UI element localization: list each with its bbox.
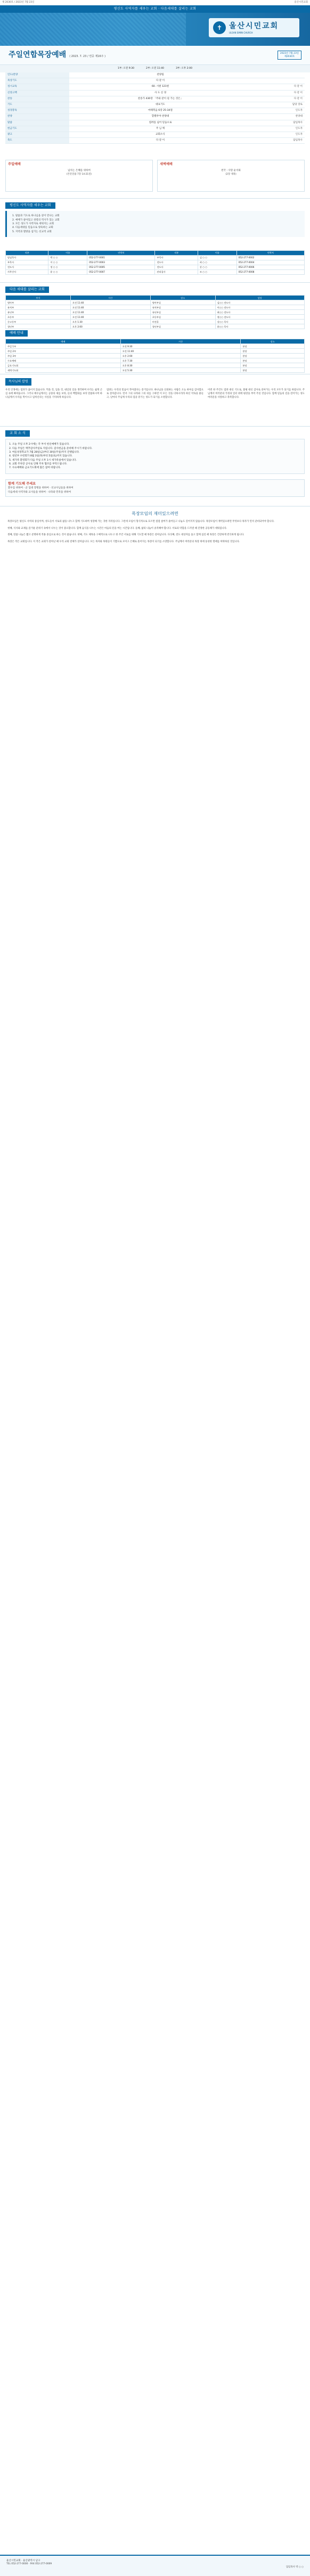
order-of-worship — [0, 72, 310, 144]
essay-paragraph: 첫째, 식사와 교제를 즐거운 분위기 속에서 나누는 것이 중요합니다. 함께 음식을 나누는 시간은 마음의 문을 여는 시간입니다. 둘째, 삶의 나눔이 솔직해야 합니다. 서로의 약함을 드러낼 때 진정한 공동체가 세워집니다. — [7, 527, 227, 530]
order-leader: 인도자 — [251, 108, 305, 114]
prayer-line: 환우를 위하여 · 군 입대 장병을 위하여 · 선교사님들을 위하여 — [8, 487, 74, 490]
news-item: 3. 여름성경학교가 7월 28일(금)부터 30일(주일)까지 진행됩니다. — [9, 451, 80, 454]
staff-cell: 윤 ○ ○ — [48, 270, 87, 275]
worship-cell: 주일 1부 — [6, 344, 121, 349]
nextgen-cell: 오전 11:40 — [70, 310, 150, 315]
footer-pastor: 담임목사 박 ○ ○ — [285, 2566, 304, 2569]
order-content: 60. 시편 121편 — [69, 84, 251, 90]
next-generation-section — [0, 287, 310, 329]
column-text: 이번 한 주간도 염려 대신 기도로, 불평 대신 감사로 살아가는 우리 모두가 되기를 바랍니다. 주님께서 여러분의 가정과 일터 위에 평강을 부어 주실 것입니다. 함께 믿음의 길을 걸어가는 성도 여러분을 사랑하고 축복합니다. — [208, 389, 305, 399]
nextgen-cell: 중고등부 — [6, 320, 71, 324]
news-title: 교 회 소 식 — [5, 430, 30, 437]
nextgen-cell: 윤○○ 목사 — [215, 324, 304, 329]
staff-cell: 052-277-0004 — [236, 260, 304, 265]
staff-cell: 정 ○ ○ — [48, 265, 87, 270]
staff-cell: 담임목사 — [6, 256, 48, 260]
worship-info-title: 예배 안내 — [5, 330, 28, 337]
worship-header: 예배 — [6, 339, 121, 344]
order-label: 말씀 — [5, 120, 69, 126]
service-time: 1부: 오전 9:30 — [117, 67, 135, 70]
staff-cell: 전도사 — [6, 265, 48, 270]
order-content: 찬양팀 — [69, 72, 251, 78]
order-content: 대표기도 — [69, 102, 251, 108]
essay-section — [0, 511, 310, 547]
order-row — [5, 84, 305, 90]
nextgen-cell: 오전 11:40 — [70, 315, 150, 320]
order-content: 할렐루야 찬양대 — [69, 114, 251, 120]
nextgen-cell: 오후 2:00 — [70, 324, 150, 329]
table-row — [6, 265, 305, 270]
divider — [0, 198, 310, 199]
table-row — [6, 270, 305, 275]
vision-section — [0, 202, 310, 237]
nextgen-table — [5, 295, 305, 329]
news-item: 5. 새가족 환영회가 다음 주일 오후 1시 새가족실에서 있습니다. — [9, 459, 77, 462]
worship-cell: 금요기도회 — [6, 363, 121, 368]
order-row — [5, 138, 305, 144]
nextgen-cell: 영아부 — [6, 300, 71, 305]
news-item: 1. 오늘 주일 오후 2시에는 각 부서 헌신예배가 있습니다. — [9, 443, 70, 446]
column-text: 염려는 우리의 믿음이 작아졌다는 증거입니다. 하나님을 신뢰하는 사람은 오늘 하루를 감사함으로 살아갑니다. 먼저 그의 나라와 그의 의를 구하면 이 모든 것을 더하시리라 하신 약속을 붙들고, 날마다 주님께 우리의 짐을 맡기는 성도가 되기를 소원합니다. — [107, 389, 203, 399]
worship-cell: 오전 9:30 — [120, 344, 241, 349]
nextgen-cell: 오전 11:40 — [70, 300, 150, 305]
nextgen-header: 시간 — [70, 296, 150, 300]
worship-cell: 오전 11:40 — [120, 349, 241, 354]
nextgen-header: 장소 — [150, 296, 215, 300]
news-item: 4. 청년부 수련회가 8월 3일(목)부터 5일(토)까지 있습니다. — [9, 455, 73, 458]
nextgen-cell: 오후 1:30 — [70, 320, 150, 324]
footer-line: 울산시민교회 · 울산광역시 남구 — [6, 2559, 40, 2562]
service-subtitle: ( 2023. 7. 23 / 연중 제16주 ) — [69, 55, 106, 59]
vision-item: 1. 말씀과 기도로 하나님을 깊이 만나는 교회 — [12, 215, 60, 218]
order-label: 헌금기도 — [5, 126, 69, 132]
vision-item: 3. 모든 성도가 사역자로 세워지는 교회 — [12, 223, 54, 226]
staff-header: 직분 — [6, 251, 48, 256]
order-leader — [251, 78, 305, 84]
cross-icon: ✝ — [213, 21, 226, 34]
order-leader: 인도자 — [251, 126, 305, 132]
staff-cell: 사무간사 — [6, 270, 48, 275]
church-short: 울산시민교회 — [294, 1, 308, 4]
nextgen-cell: 유년부실 — [150, 310, 215, 315]
essay-paragraph: 목장모임은 평신도 사역의 중심이며, 성도들이 서로의 삶을 나누고 함께 기도하며 성장해 가는 귀한 자리입니다. 그런데 모임이 형식적으로 흐르면 점점 참여가 줄어들고 나눔도 깊어지지 않습니다. 목장모임이 재미있으려면 무엇보다 목자가 먼저 준비되어야 합니다. — [7, 520, 275, 523]
order-row — [5, 126, 305, 132]
issue-info: 제 2030호 / 2023년 7월 23일 — [2, 1, 35, 4]
vision-title: 평신도 사역자를 세우는 교회 — [5, 202, 55, 209]
order-row — [5, 120, 305, 126]
order-label: 찬송 — [5, 96, 69, 102]
staff-cell: 조 ○ ○ — [198, 270, 236, 275]
order-content: 다 같 이 — [69, 78, 251, 84]
order-label: 광고 — [5, 132, 69, 137]
table-row — [6, 368, 305, 373]
worship-cell: 본당 — [241, 363, 305, 368]
vision-list — [12, 214, 299, 234]
order-label: 축도 — [5, 138, 69, 144]
order-leader: 다 같 이 — [251, 84, 305, 90]
order-content: 교회소식 — [69, 132, 251, 137]
column-section — [0, 378, 310, 400]
worship-cell: 본당 — [241, 349, 305, 354]
worship-header: 시간 — [120, 339, 241, 344]
prayer-title: 함께 기도해 주세요 — [8, 482, 36, 486]
nextgen-cell: 비전홀 — [150, 320, 215, 324]
column-text: 우리 인생에는 염려가 끊이지 않습니다. 먹을 것, 입을 것, 내일의 일을 생각하며 우리는 쉽게 근심 속에 빠져듭니다. 그러나 예수님께서는 공중의 새를 보라, 들의 백합화를 보라 말씀하시며 하나님께서 우리를 먹이시고 입히신다는 사실을 기억하게 하십니다. — [5, 389, 102, 399]
nextgen-header: 부서 — [6, 296, 71, 300]
staff-cell: 부목사 — [6, 260, 48, 265]
staff-cell: 052-277-0006 — [236, 265, 304, 270]
worship-cell: 본당 — [241, 344, 305, 349]
footer — [0, 2555, 310, 2576]
order-label: 묵상기도 — [5, 78, 69, 84]
staff-header: 연락처 — [236, 251, 304, 256]
nextgen-cell: 초등부실 — [150, 315, 215, 320]
offering-left-title: 주일예배 — [8, 162, 21, 166]
order-row — [5, 132, 305, 137]
table-header-row — [6, 296, 305, 300]
staff-cell: 이 ○ ○ — [48, 260, 87, 265]
news-list — [5, 439, 305, 473]
staff-header: 직분 — [155, 251, 198, 256]
news-item: 7. 수요예배와 금요기도회에 많은 참여 바랍니다. — [9, 467, 61, 470]
table-row — [6, 344, 305, 349]
prayer-section — [0, 479, 310, 497]
staff-cell: 강 ○ ○ — [198, 265, 236, 270]
order-leader: 찬양대 — [251, 114, 305, 120]
worship-cell: 본당 — [241, 358, 305, 363]
order-content: 마태복음 6장 25-34절 — [69, 108, 251, 114]
table-row — [6, 354, 305, 358]
order-row — [5, 78, 305, 84]
order-label: 기도 — [5, 102, 69, 108]
divider — [0, 282, 310, 283]
prayer-line: 다음세대 사역자와 교사들을 위하여 · 나라와 민족을 위하여 — [8, 490, 71, 494]
nextgen-cell: 청년부실 — [150, 324, 215, 329]
worship-info-section — [0, 330, 310, 373]
staff-cell: 전도사 — [155, 260, 198, 265]
nextgen-cell: 오전 11:40 — [70, 305, 150, 310]
staff-cell: 관리집사 — [155, 270, 198, 275]
worship-cell: 오후 2:00 — [120, 354, 241, 358]
vision-item: 2. 예배가 살아있고 성령의 역사가 있는 교회 — [12, 218, 60, 222]
offering-right-title: 새벽예배 — [160, 162, 173, 166]
table-row — [6, 320, 305, 324]
order-leader: 다 같 이 — [251, 96, 305, 102]
vision-box — [5, 211, 305, 237]
order-label: 성경봉독 — [5, 108, 69, 114]
order-row — [5, 114, 305, 120]
worship-cell: 수요예배 — [6, 358, 121, 363]
staff-table — [5, 250, 305, 275]
staff-cell: 박 ○ ○ — [48, 256, 87, 260]
order-leader: 담임목사 — [251, 138, 305, 144]
news-section — [0, 430, 310, 474]
church-name: 울산시민교회 — [229, 21, 279, 30]
table-row — [6, 260, 305, 265]
table-row — [6, 310, 305, 315]
nextgen-cell: 유치부 — [6, 305, 71, 310]
nextgen-cell: 강○○ 목사 — [215, 320, 304, 324]
essay-body — [7, 520, 303, 544]
staff-cell: 052-277-0008 — [236, 270, 304, 275]
staff-cell: 052-277-0001 — [87, 256, 155, 260]
staff-header: 이름 — [48, 251, 87, 256]
hero-header — [0, 13, 310, 46]
worship-cell: 새벽기도회 — [6, 368, 121, 373]
staff-cell: 최 ○ ○ — [198, 260, 236, 265]
table-header-row — [6, 251, 305, 256]
order-leader: 담당 장로 — [251, 102, 305, 108]
nextgen-cell: 이○○ 전도사 — [215, 305, 304, 310]
column-title: 목사님의 칼럼 — [5, 378, 31, 386]
order-row — [5, 102, 305, 108]
church-logo — [209, 18, 299, 37]
worship-order-table — [5, 72, 305, 144]
nextgen-cell: 유치부실 — [150, 305, 215, 310]
table-row — [6, 315, 305, 320]
order-content: 사 도 신 경 — [69, 90, 251, 96]
service-time: 2부: 오전 11:40 — [146, 67, 164, 70]
order-content: 염려를 넘어 믿음으로 — [69, 120, 251, 126]
news-item: 6. 교회 주차장 공사로 인해 주차 협조를 부탁드립니다. — [9, 463, 68, 466]
staff-section — [0, 250, 310, 275]
offering-section — [0, 160, 310, 192]
order-leader: 인도자 — [251, 132, 305, 137]
nextgen-cell: 청년부 — [6, 324, 71, 329]
table-row — [6, 305, 305, 310]
date-box: 2023년 7월 23일 제2030호 — [278, 51, 301, 60]
offering-left-line: (본문말씀 7장 14-21절) — [66, 173, 92, 176]
service-title: 주일연합목장예배 — [9, 51, 67, 60]
service-header — [0, 46, 310, 65]
staff-cell: 부목사 — [155, 256, 198, 260]
table-row — [6, 358, 305, 363]
staff-cell: 052-277-0003 — [87, 260, 155, 265]
service-times — [0, 65, 310, 72]
nextgen-cell: 영아부실 — [150, 300, 215, 305]
order-content: 찬송가 430장 「주와 같이 길 가는 것은」 — [69, 96, 251, 102]
table-row — [6, 349, 305, 354]
staff-cell: 052-277-0005 — [87, 265, 155, 270]
table-row — [6, 300, 305, 305]
church-name-en: ULSAN SIMIN CHURCH — [229, 31, 253, 34]
table-row — [6, 363, 305, 368]
vision-item: 5. 지역과 열방을 섬기는 선교적 교회 — [12, 230, 52, 233]
order-label: 성시교독 — [5, 84, 69, 90]
table-row — [6, 256, 305, 260]
order-row — [5, 90, 305, 96]
offering-right-line: (2장 제목) — [225, 173, 236, 176]
nextgen-header: 담당 — [215, 296, 304, 300]
offering-right-line: 천국 : 사랑 순서와 — [221, 169, 241, 173]
order-content: 주 님 께 — [69, 126, 251, 132]
footer-line: TEL 052-277-0000 · FAX 052-277-0009 — [6, 2563, 52, 2566]
top-strip — [0, 0, 310, 5]
vision-item: 4. 다음세대를 믿음으로 양육하는 교회 — [12, 226, 53, 230]
staff-cell: 052-277-0002 — [236, 256, 304, 260]
nextgen-cell: 최○○ 전도사 — [215, 310, 304, 315]
order-label: 신앙고백 — [5, 90, 69, 96]
essay-paragraph: 셋째, 말씀 나눔은 짧고 분명하게 적용 중심으로 하는 것이 좋습니다. 넷째, 기도 제목을 구체적으로 나누고 한 주간 서로를 위해 기도할 때 목장은 살아납니다. 다섯째, 전도 대상자를 품고 함께 섬길 때 목장은 건강하게 번식하게 됩니다. — [7, 534, 244, 537]
worship-cell: 오후 7:30 — [120, 358, 241, 363]
divider — [0, 426, 310, 427]
nextgen-cell: 유년부 — [6, 310, 71, 315]
staff-cell: 김 ○ ○ — [198, 256, 236, 260]
essay-paragraph: 목장은 작은 교회입니다. 이 작은 교회가 살아날 때 우리 교회 전체가 살아납니다. 모든 목자와 목원들이 기쁨으로 모이고 은혜로 흩어지는 목장이 되기를 소망합니다. 주님께서 여러분의 목장 위에 풍성한 열매를 허락하실 것입니다. — [7, 541, 240, 544]
worship-cell: 본당 — [241, 368, 305, 373]
worship-cell: 본당 — [241, 354, 305, 358]
order-label: 인도/찬양 — [5, 72, 69, 78]
worship-cell: 주일 3부 — [6, 354, 121, 358]
nextgen-cell: 초등부 — [6, 315, 71, 320]
order-leader — [251, 72, 305, 78]
worship-cell: 주일 2부 — [6, 349, 121, 354]
slogan-banner — [0, 5, 310, 13]
staff-cell: 전도사 — [155, 265, 198, 270]
worship-header: 장소 — [241, 339, 305, 344]
order-label: 찬양 — [5, 114, 69, 120]
order-row — [5, 108, 305, 114]
order-content: 다 같 이 — [69, 138, 251, 144]
worship-info-table — [5, 339, 305, 373]
nextgen-title: 다음 세대를 살리는 교회 — [5, 287, 49, 293]
order-row — [5, 72, 305, 78]
essay-title: 목장모임의 재미있으려면 — [132, 511, 178, 516]
staff-cell: 052-277-0007 — [87, 270, 155, 275]
worship-cell: 오전 5:30 — [120, 368, 241, 373]
nextgen-cell: 김○○ 전도사 — [215, 300, 304, 305]
nextgen-cell: 정○○ 전도사 — [215, 315, 304, 320]
staff-header: 연락처 — [87, 251, 155, 256]
table-row — [6, 324, 305, 329]
worship-cell: 오후 8:30 — [120, 363, 241, 368]
slogan-text: 평신도 사역자를 세우는 교회 · 다음세대를 살리는 교회 — [113, 6, 197, 11]
order-leader: 담임목사 — [251, 120, 305, 126]
service-time: 3부: 오후 2:00 — [175, 67, 192, 70]
offering-left-line: 넘치는 은혜를 위하여 — [68, 169, 91, 173]
order-leader: 다 같 이 — [251, 90, 305, 96]
table-header-row — [6, 339, 305, 344]
congregation-photo — [0, 13, 186, 46]
staff-header: 이름 — [198, 251, 236, 256]
order-row — [5, 96, 305, 102]
news-item: 2. 다음 주일은 맥추감사주일로 지킵니다. 감사헌금을 준비해 주시기 바랍니다. — [9, 447, 93, 450]
